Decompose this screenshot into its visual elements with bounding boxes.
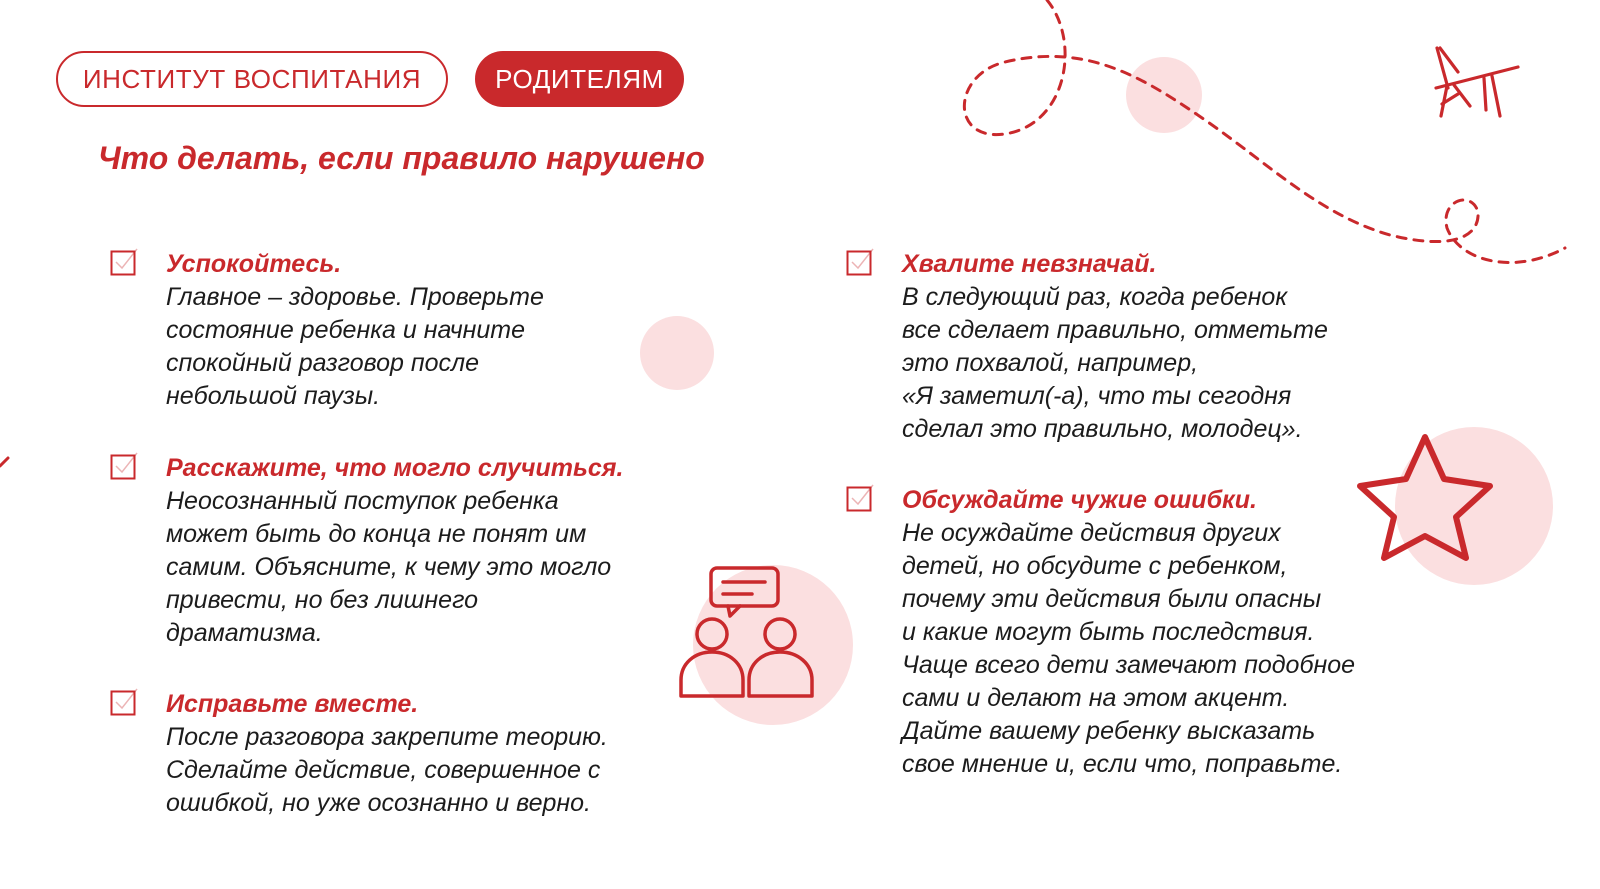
advice-heading: Расскажите, что могло случиться. bbox=[166, 454, 624, 482]
advice-text-line: ошибкой, но уже осознанно и верно. bbox=[166, 789, 591, 817]
checkbox-icon bbox=[110, 688, 138, 716]
org-tag: ИНСТИТУТ ВОСПИТАНИЯ bbox=[56, 51, 448, 107]
advice-text-line: драматизма. bbox=[166, 619, 323, 647]
advice-text-line: спокойный разговор после bbox=[166, 349, 480, 377]
advice-text-line: Главное – здоровье. Проверьте bbox=[166, 283, 544, 311]
advice-text-line: Сделайте действие, совершенное с bbox=[166, 756, 601, 784]
people-talking-icon bbox=[681, 568, 812, 696]
advice-text-line: небольшой паузы. bbox=[166, 382, 381, 410]
advice-text-line: Не осуждайте действия других bbox=[902, 519, 1281, 547]
advice-text-line: сами и делают на этом акцент. bbox=[902, 684, 1290, 712]
advice-text-line: После разговора закрепите теорию. bbox=[166, 723, 608, 751]
advice-heading: Хвалите невзначай. bbox=[902, 250, 1157, 278]
advice-item-discuss-mistakes bbox=[846, 484, 1355, 781]
advice-item-fix-together bbox=[110, 688, 608, 820]
advice-text-line: привести, но без лишнего bbox=[166, 586, 479, 614]
chair-icon bbox=[1436, 48, 1518, 116]
checkbox-icon bbox=[846, 484, 874, 512]
advice-heading: Исправьте вместе. bbox=[166, 690, 419, 718]
advice-text-line: детей, но обсудите с ребенком, bbox=[902, 552, 1288, 580]
advice-text-line: свое мнение и, если что, поправьте. bbox=[902, 750, 1343, 778]
advice-text-line: Чаще всего дети замечают подобное bbox=[902, 651, 1356, 679]
advice-item-calm-down bbox=[110, 248, 544, 413]
star-icon bbox=[1360, 437, 1490, 558]
advice-item-explain bbox=[110, 452, 623, 650]
advice-text-line: все сделает правильно, отметьте bbox=[902, 316, 1328, 344]
advice-text-line: может быть до конца не понят им bbox=[166, 520, 587, 548]
audience-tag: РОДИТЕЛЯМ bbox=[475, 51, 684, 107]
advice-text-line: Дайте вашему ребенку высказать bbox=[902, 717, 1316, 745]
advice-heading: Обсуждайте чужие ошибки. bbox=[902, 486, 1257, 514]
advice-text-line: сделал это правильно, молодец». bbox=[902, 415, 1303, 443]
advice-item-praise bbox=[846, 248, 1328, 446]
page-title: Что делать, если правило нарушено bbox=[98, 140, 705, 176]
checkbox-icon bbox=[110, 452, 138, 480]
decor-circle bbox=[1126, 57, 1202, 133]
advice-heading: Успокойтесь. bbox=[166, 250, 342, 278]
advice-text-line: «Я заметил(-а), что ты сегодня bbox=[902, 382, 1292, 410]
dashed-trail bbox=[964, 0, 1565, 263]
advice-text-line: самим. Объясните, к чему это могло bbox=[166, 553, 612, 581]
advice-text-line: это похвалой, например, bbox=[902, 349, 1199, 377]
decor-circle bbox=[693, 565, 853, 725]
decor-circle bbox=[1395, 427, 1553, 585]
advice-text-line: Неосознанный поступок ребенка bbox=[166, 487, 559, 515]
decor-tick bbox=[0, 458, 8, 466]
advice-text-line: почему эти действия были опасны bbox=[902, 585, 1322, 613]
checkbox-icon bbox=[846, 248, 874, 276]
advice-text-line: состояние ребенка и начните bbox=[166, 316, 526, 344]
checkbox-icon bbox=[110, 248, 138, 276]
advice-text-line: В следующий раз, когда ребенок bbox=[902, 283, 1288, 311]
decor-circle bbox=[640, 316, 714, 390]
advice-text-line: и какие могут быть последствия. bbox=[902, 618, 1315, 646]
